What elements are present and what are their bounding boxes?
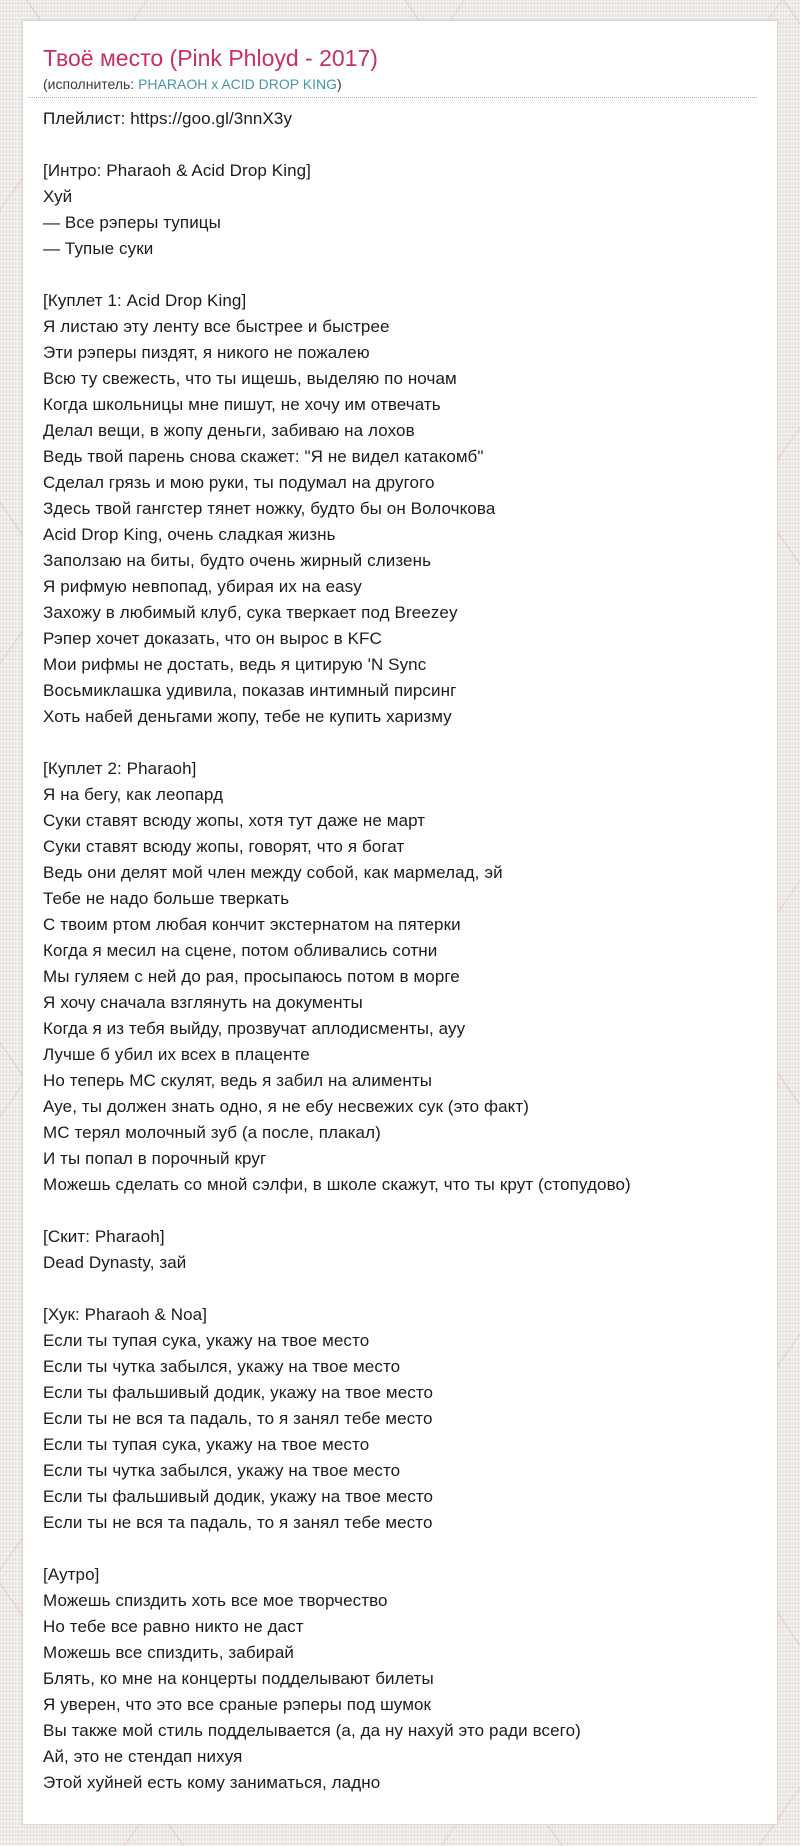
lyric-line: Эти рэперы пиздят, я никого не пожалею [43,343,370,362]
section-header-line: [Хук: Pharaoh & Noa] [43,1305,208,1324]
lyric-line: Если ты фальшивый додик, укажу на твое место [43,1487,434,1506]
lyric-line: Ай, это не стендап нихуя [43,1747,243,1766]
performer-label: (исполнитель: [43,76,139,92]
lyric-line: Если ты фальшивый додик, укажу на твое место [43,1383,434,1402]
lyric-line: Если ты не вся та падаль, то я занял тебе место [43,1513,433,1532]
lyric-line: Но теперь MC скулят, ведь я забил на алименты [43,1071,433,1090]
song-header [23,21,777,94]
lyric-line: С твоим ртом любая кончит экстернатом на пятерки [43,915,461,934]
lyric-line [43,1276,757,1302]
lyric-line: Можешь спиздить хоть все мое творчество [43,1591,388,1610]
lyrics-block [23,98,777,1796]
lyric-line [43,730,757,756]
lyric-line: Всю ту свежесть, что ты ищешь, выделяю по ночам [43,369,457,388]
lyric-line: Мы гуляем с ней до рая, просыпаюсь потом в морге [43,967,460,986]
lyric-line: — Тупые суки [43,239,154,258]
lyric-line: Когда я месил на сцене, потом обливались сотни [43,941,438,960]
lyric-line: — Все рэперы тупицы [43,213,221,232]
section-header-line: [Интро: Pharaoh & Acid Drop King] [43,161,312,180]
lyric-line: Ауе, ты должен знать одно, я не ебу несвежих сук (это факт) [43,1097,530,1116]
lyric-line: Если ты тупая сука, укажу на твое место [43,1435,370,1454]
lyric-line: Acid Drop King, очень сладкая жизнь [43,525,336,544]
lyric-line: Я листаю эту ленту все быстрее и быстрее [43,317,390,336]
lyric-line: Хуй [43,187,73,206]
artist-link[interactable]: PHARAOH x ACID DROP KING [138,76,337,92]
lyric-line: Когда школьницы мне пишут, не хочу им отвечать [43,395,441,414]
lyric-line: Блять, ко мне на концерты подделывают билеты [43,1669,434,1688]
lyric-line: Сделал грязь и мою руки, ты подумал на другого [43,473,435,492]
lyric-line: Суки ставят всюду жопы, хотя тут даже не март [43,811,426,830]
lyric-line: Я рифмую невпопад, убирая их на easy [43,577,362,596]
section-header-line: [Куплет 1: Acid Drop King] [43,291,247,310]
lyrics-card [22,20,778,1825]
section-header-line: [Аутро] [43,1565,100,1584]
lyric-line: Мои рифмы не достать, ведь я цитирую 'N Sync [43,655,427,674]
lyric-line: Можешь все спиздить, забирай [43,1643,294,1662]
lyric-line: Хоть набей деньгами жопу, тебе не купить харизму [43,707,452,726]
lyric-line: Здесь твой гангстер тянет ножку, будто бы он Волочкова [43,499,496,518]
lyric-line: Я хочу сначала взглянуть на документы [43,993,363,1012]
lyric-line: Ведь они делят мой член между собой, как мармелад, эй [43,863,503,882]
section-header-line: [Скит: Pharaoh] [43,1227,165,1246]
lyric-line [43,1198,757,1224]
lyric-line: Можешь сделать со мной сэлфи, в школе скажут, что ты крут (стопудово) [43,1175,631,1194]
song-title: Твоё место (Pink Phloyd - 2017) [43,45,378,71]
lyric-line: Делал вещи, в жопу деньги, забиваю на лохов [43,421,415,440]
lyric-line [43,132,757,158]
lyric-line: Я уверен, что это все сраные рэперы под шумок [43,1695,432,1714]
performer-line [43,75,757,94]
section-header-line: [Куплет 2: Pharaoh] [43,759,197,778]
lyric-line: Заползаю на биты, будто очень жирный слизень [43,551,432,570]
lyric-line: Рэпер хочет доказать, что он вырос в KFC [43,629,382,648]
lyric-line: И ты попал в порочный круг [43,1149,267,1168]
lyric-line: Если ты чутка забылся, укажу на твое место [43,1461,401,1480]
lyric-line: Но тебе все равно никто не даст [43,1617,304,1636]
lyric-line: Вы также мой стиль подделывается (а, да ну нахуй это ради всего) [43,1721,581,1740]
lyric-line: Лучше б убил их всех в плаценте [43,1045,310,1064]
performer-label-suffix: ) [337,76,342,92]
lyric-line: Если ты тупая сука, укажу на твое место [43,1331,370,1350]
lyric-line [43,1536,757,1562]
lyric-line: Если ты чутка забылся, укажу на твое место [43,1357,401,1376]
lyric-line: Dead Dynasty, зай [43,1253,187,1272]
lyric-line [43,262,757,288]
lyric-line: Я на бегу, как леопард [43,785,224,804]
lyric-line: Если ты не вся та падаль, то я занял тебе место [43,1409,433,1428]
lyric-line: Захожу в любимый клуб, сука тверкает под Breezey [43,603,458,622]
lyric-line: Когда я из тебя выйду, прозвучат аплодисменты, ауу [43,1019,466,1038]
lyric-line: Этой хуйней есть кому заниматься, ладно [43,1773,381,1792]
lyric-line: Суки ставят всюду жопы, говорят, что я богат [43,837,405,856]
lyric-line: Восьмиклашка удивила, показав интимный пирсинг [43,681,457,700]
lyric-line: Плейлист: https://goo.gl/3nnX3y [43,109,293,128]
lyric-line: MC терял молочный зуб (а после, плакал) [43,1123,381,1142]
lyric-line: Тебе не надо больше тверкать [43,889,290,908]
lyric-line: Ведь твой парень снова скажет: "Я не видел катакомб" [43,447,484,466]
